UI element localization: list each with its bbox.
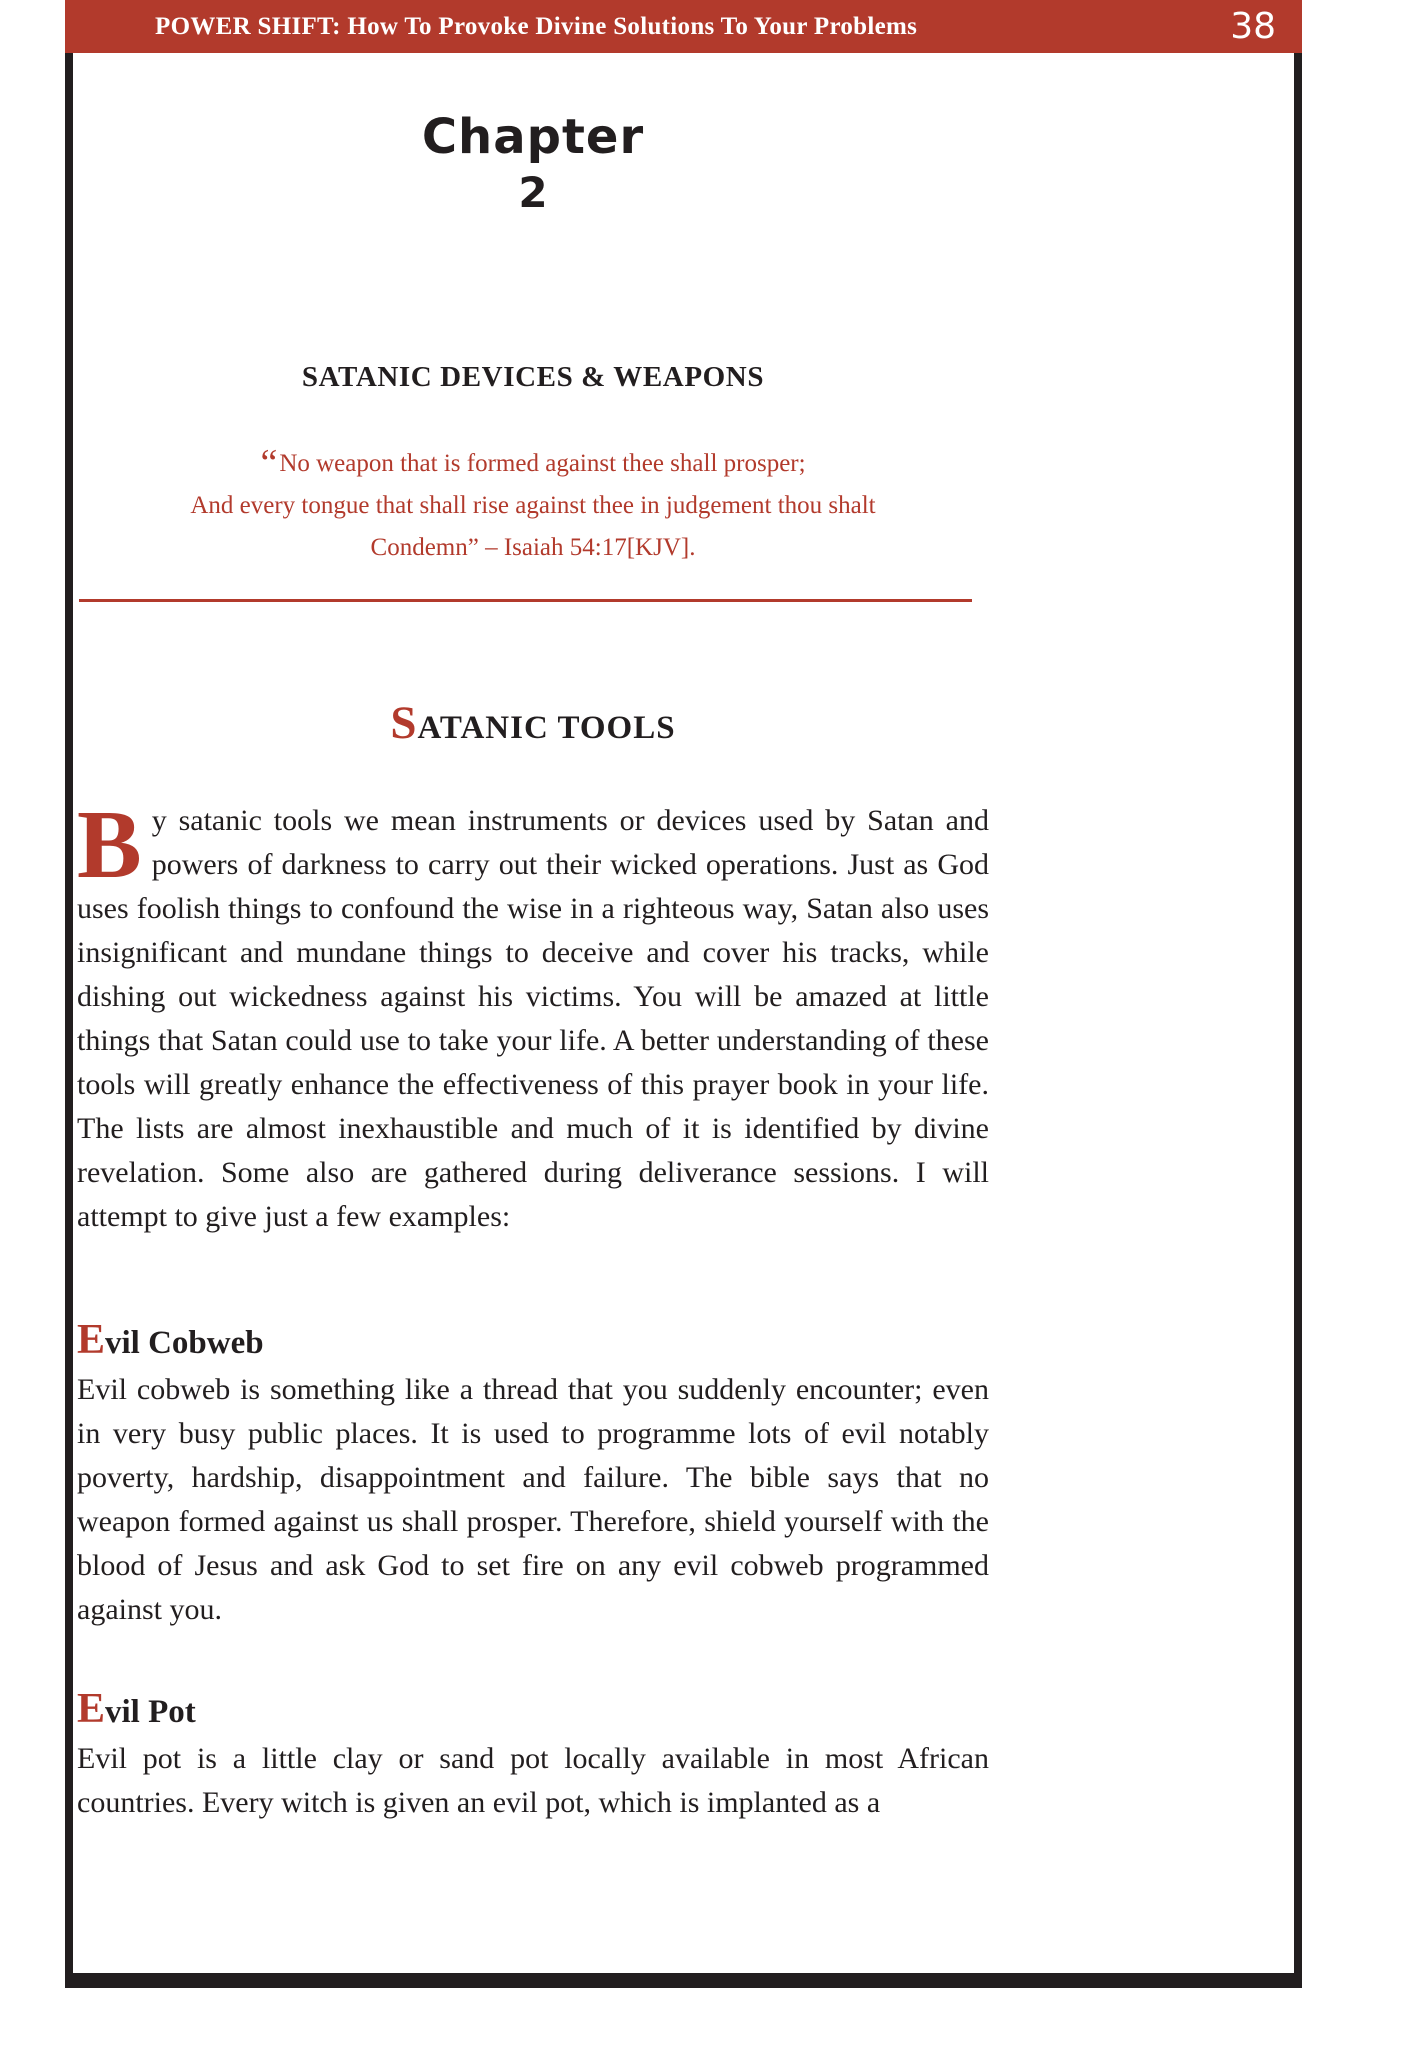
quote-line-3: Condemn” – Isaiah 54:17[KJV]. [370, 534, 696, 561]
chapter-number: 2 [518, 168, 548, 217]
subsection-heading-rest: vil Cobweb [105, 1325, 264, 1361]
intro-paragraph-text: y satanic tools we mean instruments or devices used by Satan and powers of darkness to carry out their wicked operations. Just as God uses foolish things to confound the wise in a righteous way, Satan also uses insignificant and mundane things to deceive and cover his tracks, while dishing out wickedness against his victims. You will be amazed at little things that Satan could use to take your life. A better understanding of these tools will greatly enhance the effectiveness of this prayer book in your life. The lists are almost inexhaustible and much of it is identified by divine revelation. Some also are gathered during deliverance sessions. I will attempt to give just a few examples: [77, 804, 989, 1233]
chapter-title: Chapter [421, 109, 645, 165]
page-content [77, 53, 989, 1825]
book-page [65, 0, 1302, 1988]
quote-line-1: No weapon that is formed against thee shall prosper; [279, 450, 806, 477]
divider-rule [79, 599, 972, 602]
subsection-heading-evil-pot [77, 1686, 989, 1735]
quote-line-2: And every tongue that shall rise against thee in judgement thou shalt [190, 492, 876, 519]
chapter-subtitle: SATANIC DEVICES & WEAPONS [301, 361, 765, 393]
open-quote-mark: “ [260, 442, 278, 484]
subsection-body-evil-pot: Evil pot is a little clay or sand pot locally available in most African countries. Every witch is given an evil pot, which is implanted as a [77, 1742, 989, 1819]
subsection-heading-initial: E [77, 1686, 106, 1732]
running-header-title: POWER SHIFT: How To Provoke Divine Solutions To Your Problems [155, 12, 918, 40]
page-number: 38 [1230, 6, 1276, 47]
page-header-bar [65, 0, 1302, 53]
section-heading-initial: S [390, 697, 418, 749]
subsection-heading-rest: vil Pot [105, 1694, 196, 1730]
page-frame [65, 53, 1302, 1988]
subsection-body-evil-cobweb: Evil cobweb is something like a thread that you suddenly encounter; even in very busy public places. It is used to programme lots of evil notably poverty, hardship, disappointment and failure. The bible says that no weapon formed against us shall prosper. Therefore, shield yourself with the blood of Jesus and ask God to set fire on any evil cobweb programmed against you. [77, 1373, 989, 1626]
drop-cap: B [77, 791, 142, 898]
subsection-heading-evil-cobweb [77, 1317, 989, 1366]
scripture-quote [77, 443, 989, 569]
intro-paragraph [77, 791, 989, 1239]
subsection-heading-initial: E [77, 1317, 106, 1363]
section-heading-satanic-tools [77, 697, 989, 751]
section-heading-rest: ATANIC TOOLS [417, 710, 676, 746]
